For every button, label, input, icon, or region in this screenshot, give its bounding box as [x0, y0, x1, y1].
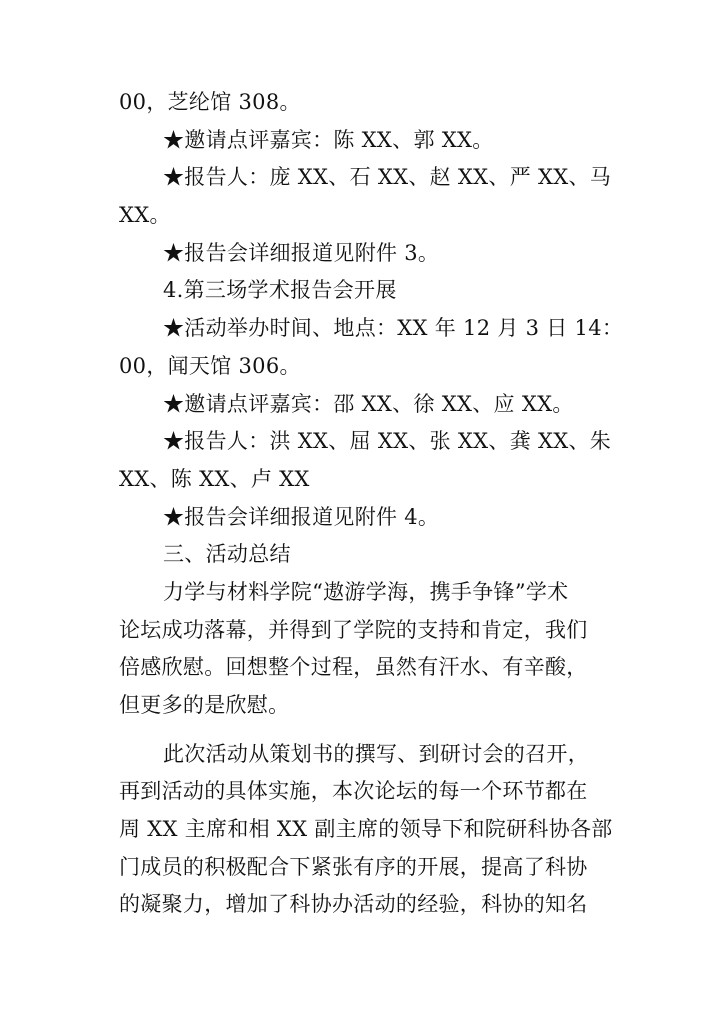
text-line: ★邀请点评嘉宾：邵 XX、徐 XX、应 XX。 — [163, 391, 574, 416]
paragraph-line: 但更多的是欣慰。 — [119, 693, 290, 717]
section-heading: 4.第三场学术报告会开展 — [163, 278, 397, 303]
paragraph-line: 的凝聚力，增加了科协办活动的经验，科协的知名 — [119, 892, 588, 917]
text-line: ★活动举办时间、地点：XX 年 12 月 3 日 14： — [163, 316, 624, 341]
paragraph-line: 力学与材料学院“遨游学海，携手争锋”学术 — [163, 579, 569, 604]
paragraph-line: 再到活动的具体实施，本次论坛的每一个环节都在 — [119, 779, 588, 804]
text-line: ★报告会详细报道见附件 4。 — [163, 504, 440, 529]
text-line: 00，闻天馆 306。 — [119, 353, 301, 378]
document-body — [119, 84, 624, 924]
paragraph-line: 论坛成功落幕，并得到了学院的支持和肯定，我们 — [119, 617, 588, 642]
section-heading: 三、活动总结 — [163, 542, 291, 567]
text-line: ★报告人：庞 XX、石 XX、赵 XX、严 XX、马 — [163, 165, 612, 190]
text-line: ★邀请点评嘉宾：陈 XX、郭 XX。 — [163, 127, 494, 152]
paragraph-line: 门成员的积极配合下紧张有序的开展，提高了科协 — [119, 854, 588, 879]
paragraph-gap — [119, 725, 605, 736]
text-line: 00，芝纶馆 308。 — [119, 90, 301, 114]
text-line: XX、陈 XX、卢 XX — [119, 466, 310, 491]
text-line: XX。 — [119, 203, 171, 228]
paragraph-line: 此次活动从策划书的撰写、到研讨会的召开， — [163, 741, 589, 766]
text-line: ★报告会详细报道见附件 3。 — [163, 240, 440, 265]
paragraph-line: 倍感欣慰。回想整个过程，虽然有汗水、有辛酸， — [119, 655, 588, 680]
paragraph-line: 周 XX 主席和相 XX 副主席的领导下和院研科协各部 — [119, 817, 613, 842]
text-line: ★报告人：洪 XX、屈 XX、张 XX、龚 XX、朱 — [163, 429, 612, 454]
